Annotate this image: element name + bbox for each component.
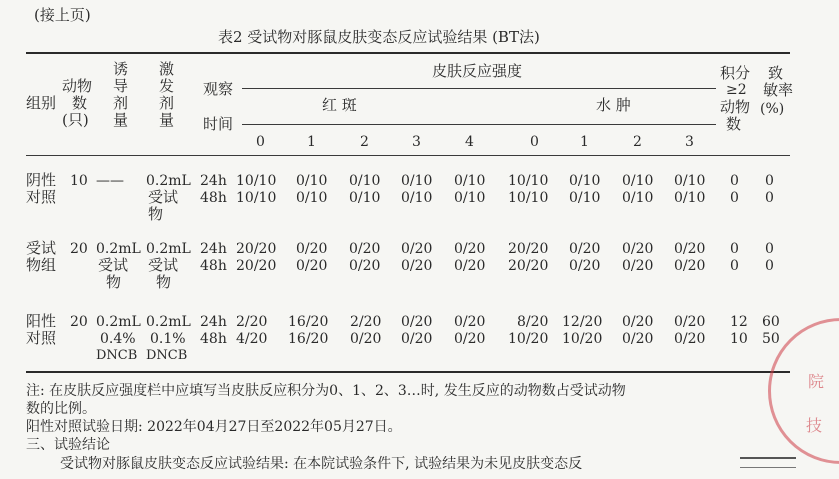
observe-time: 48h	[200, 190, 227, 206]
edema-cell: 0/10	[569, 190, 601, 206]
edema-level: 0	[530, 134, 539, 150]
section-title: 三、试验结论	[26, 437, 110, 453]
observe-time: 24h	[200, 173, 227, 189]
edema-level: 3	[685, 134, 694, 150]
score-cell: 0	[730, 241, 739, 257]
edema-cell: 0/10	[622, 173, 654, 189]
observe-time: 48h	[200, 331, 227, 347]
header-score-3: 动物	[720, 98, 751, 116]
header-bottom-rule	[26, 155, 790, 156]
erythema-cell: 10/10	[236, 190, 277, 206]
edema-cell: 0/20	[569, 241, 601, 257]
header-induce-1: 诱	[113, 60, 129, 78]
group-name-line1: 阳性	[26, 312, 57, 330]
edema-cell: 0/20	[622, 331, 654, 347]
erythema-cell: 20/20	[236, 258, 277, 274]
positive-test-date: 阳性对照试验日期: 2022年04月27日至2022年05月27日。	[26, 419, 402, 435]
group-induce-line1: 0.2mL	[96, 314, 141, 330]
edema-cell: 10/10	[508, 173, 549, 189]
erythema-cell: 0/20	[296, 258, 328, 274]
erythema-cell: 0/20	[454, 331, 486, 347]
rate-cell: 50	[762, 331, 780, 347]
group-name-line1: 阴性	[26, 171, 57, 189]
erythema-cell: 0/20	[296, 241, 328, 257]
group-name-line1: 受试	[26, 239, 57, 257]
group-animals: 20	[70, 314, 88, 330]
group-excite-line2: 0.1%	[150, 331, 186, 347]
score-cell: 12	[730, 314, 748, 330]
erythema-cell: 0/20	[349, 241, 381, 257]
header-score-1: 积分	[720, 64, 751, 82]
header-animals-3: (只)	[62, 111, 89, 129]
header-skin-reaction: 皮肤反应强度	[432, 62, 523, 80]
group-induce-line2: 受试	[98, 256, 129, 274]
erythema-cell: 0/20	[401, 258, 433, 274]
erythema-cell: 4/20	[236, 331, 268, 347]
conclusion-text: 受试物对豚鼠皮肤变态反应试验结果: 在本院试验条件下, 试验结果为未见皮肤变态反	[60, 456, 583, 472]
header-score-2: ≥2	[726, 82, 747, 98]
header-observe-1: 观察	[203, 80, 234, 98]
erythema-cell: 2/20	[350, 314, 382, 330]
header-animals-1: 动物	[62, 77, 93, 95]
edema-cell: 8/20	[517, 314, 549, 330]
header-induce-3: 剂	[113, 94, 129, 112]
erythema-cell: 0/10	[454, 173, 486, 189]
edema-cell: 0/20	[674, 331, 706, 347]
edema-cell: 0/20	[674, 241, 706, 257]
header-edema: 水 肿	[596, 96, 631, 114]
edema-level: 1	[580, 134, 589, 150]
erythema-level: 4	[465, 134, 474, 150]
erythema-cell: 0/20	[401, 331, 433, 347]
edema-cell: 20/20	[508, 258, 549, 274]
table-title: 表2 受试物对豚鼠皮肤变态反应试验结果 (BT法)	[218, 28, 540, 46]
erythema-cell: 16/20	[288, 331, 329, 347]
erythema-level: 2	[360, 134, 369, 150]
observe-time: 24h	[200, 314, 227, 330]
note-line2: 数的比例。	[26, 401, 96, 417]
erythema-cell: 20/20	[236, 241, 277, 257]
score-cell: 0	[730, 258, 739, 274]
erythema-cell: 0/20	[454, 314, 486, 330]
header-induce-4: 量	[113, 111, 129, 129]
group-induce-line1: 0.2mL	[96, 241, 141, 257]
edema-cell: 0/20	[569, 258, 601, 274]
group-excite-line1: 0.2mL	[146, 241, 191, 257]
edema-cell: 12/20	[562, 314, 603, 330]
table-bottom-rule	[26, 371, 790, 373]
erythema-cell: 0/10	[296, 190, 328, 206]
skin-reaction-rule	[242, 88, 716, 89]
rate-cell: 0	[765, 258, 774, 274]
erythema-level: 0	[256, 134, 265, 150]
erythema-cell: 0/20	[401, 314, 433, 330]
rate-cell: 60	[762, 314, 780, 330]
observe-time: 24h	[200, 241, 227, 257]
group-induce-line3: DNCB	[96, 348, 138, 363]
erythema-cell: 10/10	[236, 173, 277, 189]
header-excite-2: 发	[159, 77, 175, 95]
group-induce-line2: 0.4%	[100, 331, 136, 347]
group-excite-line1: 0.2mL	[146, 173, 191, 189]
group-excite-line2: 受试	[148, 188, 179, 206]
erythema-cell: 0/20	[401, 241, 433, 257]
header-observe-2: 时间	[203, 115, 234, 133]
group-name-line2: 物组	[26, 256, 57, 274]
stamp-text-b: 技	[806, 416, 823, 435]
table-top-rule	[26, 52, 790, 54]
erythema-cell: 0/10	[401, 190, 433, 206]
stamp-text-a: 院	[808, 372, 825, 391]
header-excite-3: 剂	[159, 94, 175, 112]
observe-time: 48h	[200, 258, 227, 274]
group-name-line2: 对照	[26, 329, 57, 347]
edema-cell: 0/20	[674, 314, 706, 330]
edema-cell: 0/10	[569, 173, 601, 189]
erythema-cell: 0/10	[296, 173, 328, 189]
erythema-level: 3	[412, 134, 421, 150]
header-sens-1: 致	[768, 64, 784, 82]
header-excite-1: 激	[159, 60, 175, 78]
edema-cell: 20/20	[508, 241, 549, 257]
header-erythema: 红 斑	[322, 96, 357, 114]
score-cell: 0	[730, 173, 739, 189]
group-animals: 10	[70, 173, 88, 189]
edema-cell: 0/20	[622, 241, 654, 257]
group-induce-line1: ——	[96, 173, 124, 189]
group-name-line2: 对照	[26, 188, 57, 206]
erythema-cell: 0/20	[454, 241, 486, 257]
erythema-cell: 16/20	[288, 314, 329, 330]
continued-label: (接上页)	[34, 6, 91, 24]
erythema-cell: 0/10	[349, 173, 381, 189]
edema-cell: 0/20	[622, 314, 654, 330]
redaction-scribble	[740, 457, 796, 468]
edema-cell: 10/10	[508, 190, 549, 206]
erythema-cell: 0/10	[401, 173, 433, 189]
group-excite-line3: 物	[156, 273, 172, 291]
edema-cell: 0/10	[622, 190, 654, 206]
group-induce-line3: 物	[106, 273, 122, 291]
header-animals-2: 数	[72, 94, 88, 112]
edema-level: 2	[633, 134, 642, 150]
sub-header-rule	[242, 124, 716, 125]
group-animals: 20	[70, 241, 88, 257]
edema-cell: 0/20	[674, 258, 706, 274]
note-line1: 注: 在皮肤反应强度栏中应填写当皮肤反应积分为0、1、2、3…时, 发生反应的动物数占受试动物	[26, 383, 626, 399]
erythema-cell: 0/20	[349, 258, 381, 274]
erythema-cell: 0/20	[350, 331, 382, 347]
edema-cell: 10/20	[508, 331, 549, 347]
header-sens-2: 敏率	[763, 81, 794, 99]
header-score-4: 数	[726, 115, 742, 133]
erythema-cell: 0/10	[454, 190, 486, 206]
header-excite-4: 量	[159, 111, 175, 129]
edema-cell: 0/20	[622, 258, 654, 274]
group-excite-line1: 0.2mL	[146, 314, 191, 330]
score-cell: 10	[730, 331, 748, 347]
erythema-cell: 0/10	[349, 190, 381, 206]
edema-cell: 10/20	[562, 331, 603, 347]
header-group: 组别	[26, 94, 57, 112]
header-induce-2: 导	[113, 77, 129, 95]
rate-cell: 0	[765, 173, 774, 189]
header-sens-3: (%)	[760, 101, 785, 117]
rate-cell: 0	[765, 190, 774, 206]
score-cell: 0	[730, 190, 739, 206]
edema-cell: 0/10	[674, 190, 706, 206]
erythema-cell: 2/20	[236, 314, 268, 330]
group-excite-line3: 物	[148, 205, 164, 223]
rate-cell: 0	[765, 241, 774, 257]
group-excite-line3: DNCB	[146, 348, 188, 363]
edema-cell: 0/10	[674, 173, 706, 189]
group-excite-line2: 受试	[148, 256, 179, 274]
erythema-cell: 0/20	[454, 258, 486, 274]
erythema-level: 1	[307, 134, 316, 150]
